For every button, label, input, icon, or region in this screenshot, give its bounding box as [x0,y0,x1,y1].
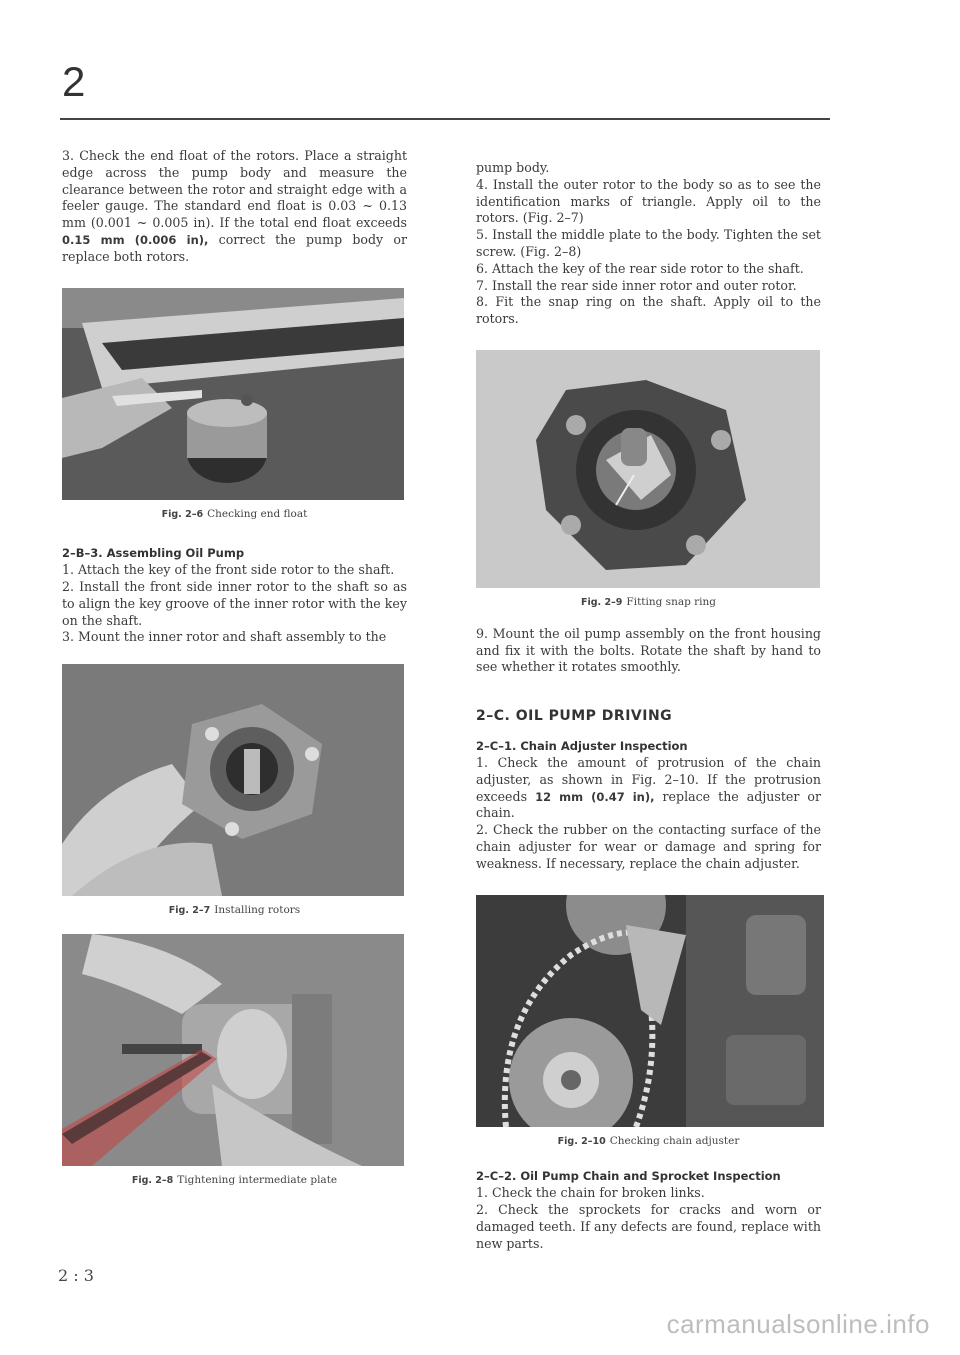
step-5: 5. Install the middle plate to the body. Tighten the set screw. (Fig. 2–8) [476,227,821,259]
step-6: 6. Attach the key of the rear side rotor to the shaft. [476,260,804,276]
fig-2-10-photo [476,895,824,1127]
assembly-step-1: 1. Attach the key of the front side rotor to the shaft. [62,562,395,578]
fig-2-7-photo [62,664,404,896]
assembly-step-3: 3. Mount the inner rotor and shaft assembly to the [62,629,387,645]
step-8: 8. Fit the snap ring on the shaft. Apply oil to the rotors. [476,294,821,327]
assembly-step-2: 2. Install the front side inner rotor to the shaft so as to align the key groove of the inner rotor with the key on the shaft. [62,578,407,628]
step3-paragraph: 3. Check the end float of the rotors. Place a straight edge across the pump body and measure the clearance between the rotor and straight edge with a feeler gauge. The standard end float is 0.03 ~ 0.13 mm (0.001 ~ 0.005 in). If the total end float exceeds 0.15 mm (0.006 in), correct the pump body or replace both rotors. [62,148,407,264]
section-2-c-2-heading: 2–C–2. Oil Pump Chain and Sprocket Inspection [476,1169,781,1184]
step-9: 9. Mount the oil pump assembly on the front housing and fix it with the bolts. Rotate the shaft by hand to see whether it rotates smoothly. [476,625,821,675]
header-rule [60,118,830,120]
section-2-c-title: 2–C. OIL PUMP DRIVING [476,708,673,725]
fig-2-8-caption: Fig. 2–8 Tightening intermediate plate [131,1173,338,1186]
step-4: 4. Install the outer rotor to the body so as to see the identification marks of triangle. Apply oil to the rotors. (Fig. 2–7) [476,176,821,226]
end-float-limit: 0.15 mm (0.006 in), [62,232,209,247]
fig-2-8-photo [62,934,404,1166]
c1-step-2: 2. Check the rubber on the contacting surface of the chain adjuster for wear or damage and spring for weakness. If necessary, replace the chain adjuster. [476,822,821,871]
page-number: 2 : 3 [58,1266,94,1285]
c2-step-2: 2. Check the sprockets for cracks and worn or damaged teeth. If any defects are found, replace with new parts. [476,1201,821,1251]
c2-step-1: 1. Check the chain for broken links. [476,1185,705,1201]
watermark: carmanualsonline.info [666,1309,930,1339]
fig-2-6-photo [62,288,404,500]
chapter-number: 2 [62,58,86,105]
fig-2-7-caption: Fig. 2–7 Installing rotors [168,904,301,917]
continued-step-pump-body: pump body. [476,160,550,175]
c1-step-1: 1. Check the amount of protrusion of the chain adjuster, as shown in Fig. 2–10. If the protrusion exceeds 12 mm (0.47 in), replace the adjuster or chain. [476,754,821,821]
protrusion-limit: 12 mm (0.47 in), [535,789,655,804]
fig-2-9-caption: Fig. 2–9 Fitting snap ring [580,595,717,608]
fig-2-6-caption: Fig. 2–6 Checking end float [161,507,308,520]
section-2-c-1-heading: 2–C–1. Chain Adjuster Inspection [476,739,688,754]
section-2-b-3-heading: 2–B–3. Assembling Oil Pump [62,546,245,561]
right-column [476,160,821,1252]
left-column [62,148,407,1190]
fig-2-10-caption: Fig. 2–10 Checking chain adjuster [557,1134,740,1147]
step-7: 7. Install the rear side inner rotor and outer rotor. [476,277,797,293]
fig-2-9-photo [476,350,820,588]
